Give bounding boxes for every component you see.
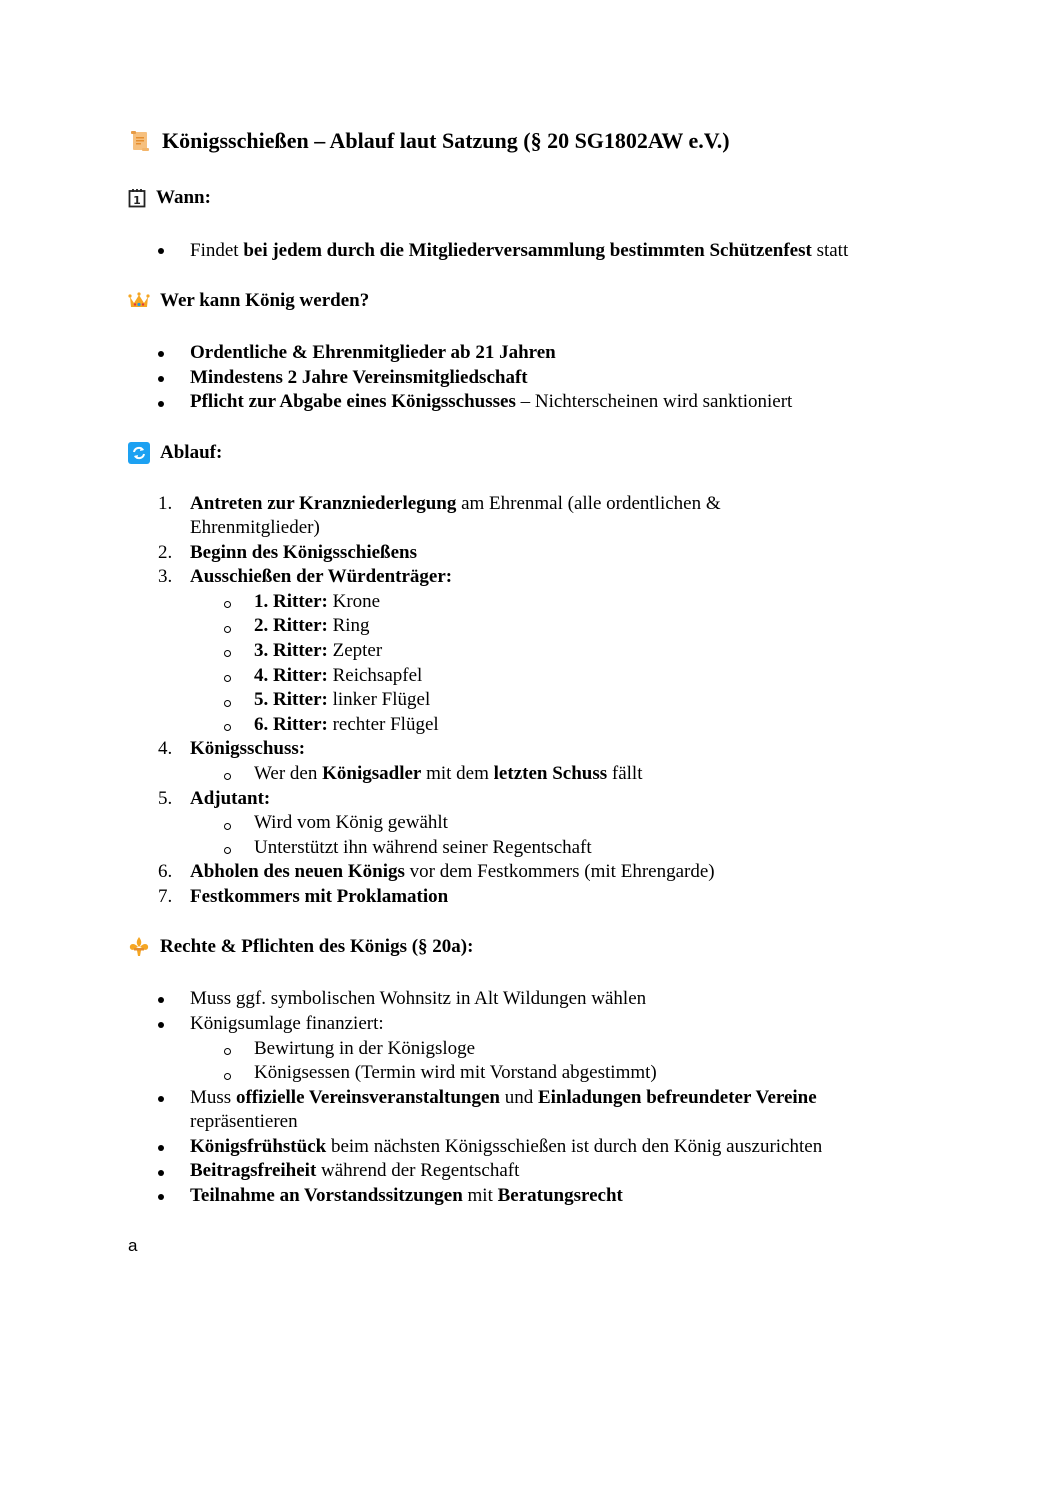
list-item: Beitragsfreiheit während der Regentschaft	[190, 1160, 520, 1181]
sub-bullet-icon	[224, 1048, 231, 1055]
bullet-icon	[158, 1170, 164, 1176]
sub-bullet-icon	[224, 650, 231, 657]
step-item: Beginn des Königsschießens	[190, 542, 417, 563]
stray-text: a	[128, 1236, 138, 1255]
step-number: 6.	[158, 861, 173, 882]
heading-text: Ablauf:	[160, 442, 223, 463]
sub-bullet-icon	[224, 823, 231, 830]
sub-item: 2. Ritter: Ring	[254, 615, 370, 636]
step-number: 7.	[158, 886, 173, 907]
sub-item: 6. Ritter: rechter Flügel	[254, 714, 439, 735]
step-item: Antreten zur Kranzniederlegung am Ehrenmal (alle ordentlichen &	[190, 493, 721, 514]
step-item: Festkommers mit Proklamation	[190, 886, 449, 907]
step-number: 4.	[158, 738, 173, 759]
svg-text:1: 1	[133, 194, 141, 207]
list-item: Findet bei jedem durch die Mitgliederversammlung bestimmten Schützenfest statt	[190, 240, 849, 261]
sub-bullet-icon	[224, 700, 231, 707]
step-number: 3.	[158, 566, 173, 587]
repeat-icon	[128, 442, 150, 464]
sub-item: 3. Ritter: Zepter	[254, 640, 383, 661]
sub-item: 5. Ritter: linker Flügel	[254, 689, 431, 710]
sub-bullet-icon	[224, 773, 231, 780]
list-item: Königsfrühstück beim nächsten Königsschießen ist durch den König auszurichten	[190, 1136, 823, 1157]
sub-item: 4. Ritter: Reichsapfel	[254, 665, 423, 686]
sub-item: Unterstützt ihn während seiner Regentschaft	[254, 837, 592, 858]
list-item-continuation: repräsentieren	[190, 1111, 298, 1132]
list-item: Mindestens 2 Jahre Vereinsmitgliedschaft	[190, 367, 528, 388]
sub-item: Königsessen (Termin wird mit Vorstand abgestimmt)	[254, 1062, 657, 1083]
bullet-icon	[158, 1096, 164, 1102]
bullet-icon	[158, 401, 164, 407]
sub-bullet-icon	[224, 1073, 231, 1080]
scroll-icon	[128, 129, 152, 153]
calendar-one-icon	[128, 188, 146, 208]
step-number: 5.	[158, 788, 173, 809]
list-item: Pflicht zur Abgabe eines Königsschusses – Nichterscheinen wird sanktioniert	[190, 391, 793, 412]
page-title-text: Königsschießen – Ablauf laut Satzung (§ 20 SG1802AW e.V.)	[162, 128, 730, 153]
step-item: Adjutant:	[190, 788, 271, 809]
section-heading-wer	[128, 290, 369, 312]
step-number: 2.	[158, 542, 173, 563]
section-heading-rechte	[128, 936, 473, 958]
bullet-icon	[158, 376, 164, 382]
bullet-icon	[158, 248, 164, 254]
sub-item: Wer den Königsadler mit dem letzten Schuss fällt	[254, 763, 643, 784]
step-item: Abholen des neuen Königs vor dem Festkommers (mit Ehrengarde)	[190, 861, 715, 882]
list-item: Ordentliche & Ehrenmitglieder ab 21 Jahren	[190, 342, 556, 363]
list-item: Teilnahme an Vorstandssitzungen mit Beratungsrecht	[190, 1185, 623, 1206]
sub-bullet-icon	[224, 724, 231, 731]
step-item: Ausschießen der Würdenträger:	[190, 566, 453, 587]
bullet-icon	[158, 997, 164, 1003]
heading-text: Wann:	[156, 187, 211, 208]
bullet-icon	[158, 1194, 164, 1200]
step-item: Königsschuss:	[190, 738, 306, 759]
bullet-icon	[158, 351, 164, 357]
heading-text: Rechte & Pflichten des Königs (§ 20a):	[160, 936, 474, 957]
sub-bullet-icon	[224, 626, 231, 633]
section-heading-ablauf	[128, 442, 222, 464]
heading-text: Wer kann König werden?	[160, 290, 370, 311]
list-item: Königsumlage finanziert:	[190, 1013, 384, 1034]
page-title	[128, 128, 730, 154]
crown-icon	[128, 291, 150, 311]
bullet-icon	[158, 1145, 164, 1151]
sub-item: Wird vom König gewählt	[254, 812, 448, 833]
step-number: 1.	[158, 493, 173, 514]
sub-item: Bewirtung in der Königsloge	[254, 1038, 476, 1059]
list-item: Muss ggf. symbolischen Wohnsitz in Alt Wildungen wählen	[190, 988, 647, 1009]
sub-bullet-icon	[224, 601, 231, 608]
fleur-de-lis-icon	[128, 936, 150, 958]
section-heading-wann	[128, 187, 211, 209]
sub-bullet-icon	[224, 847, 231, 854]
bullet-icon	[158, 1022, 164, 1028]
step-item-continuation: Ehrenmitglieder)	[190, 517, 320, 538]
sub-bullet-icon	[224, 675, 231, 682]
list-item: Muss offizielle Vereinsveranstaltungen und Einladungen befreundeter Vereine	[190, 1087, 817, 1108]
sub-item: 1. Ritter: Krone	[254, 591, 381, 612]
